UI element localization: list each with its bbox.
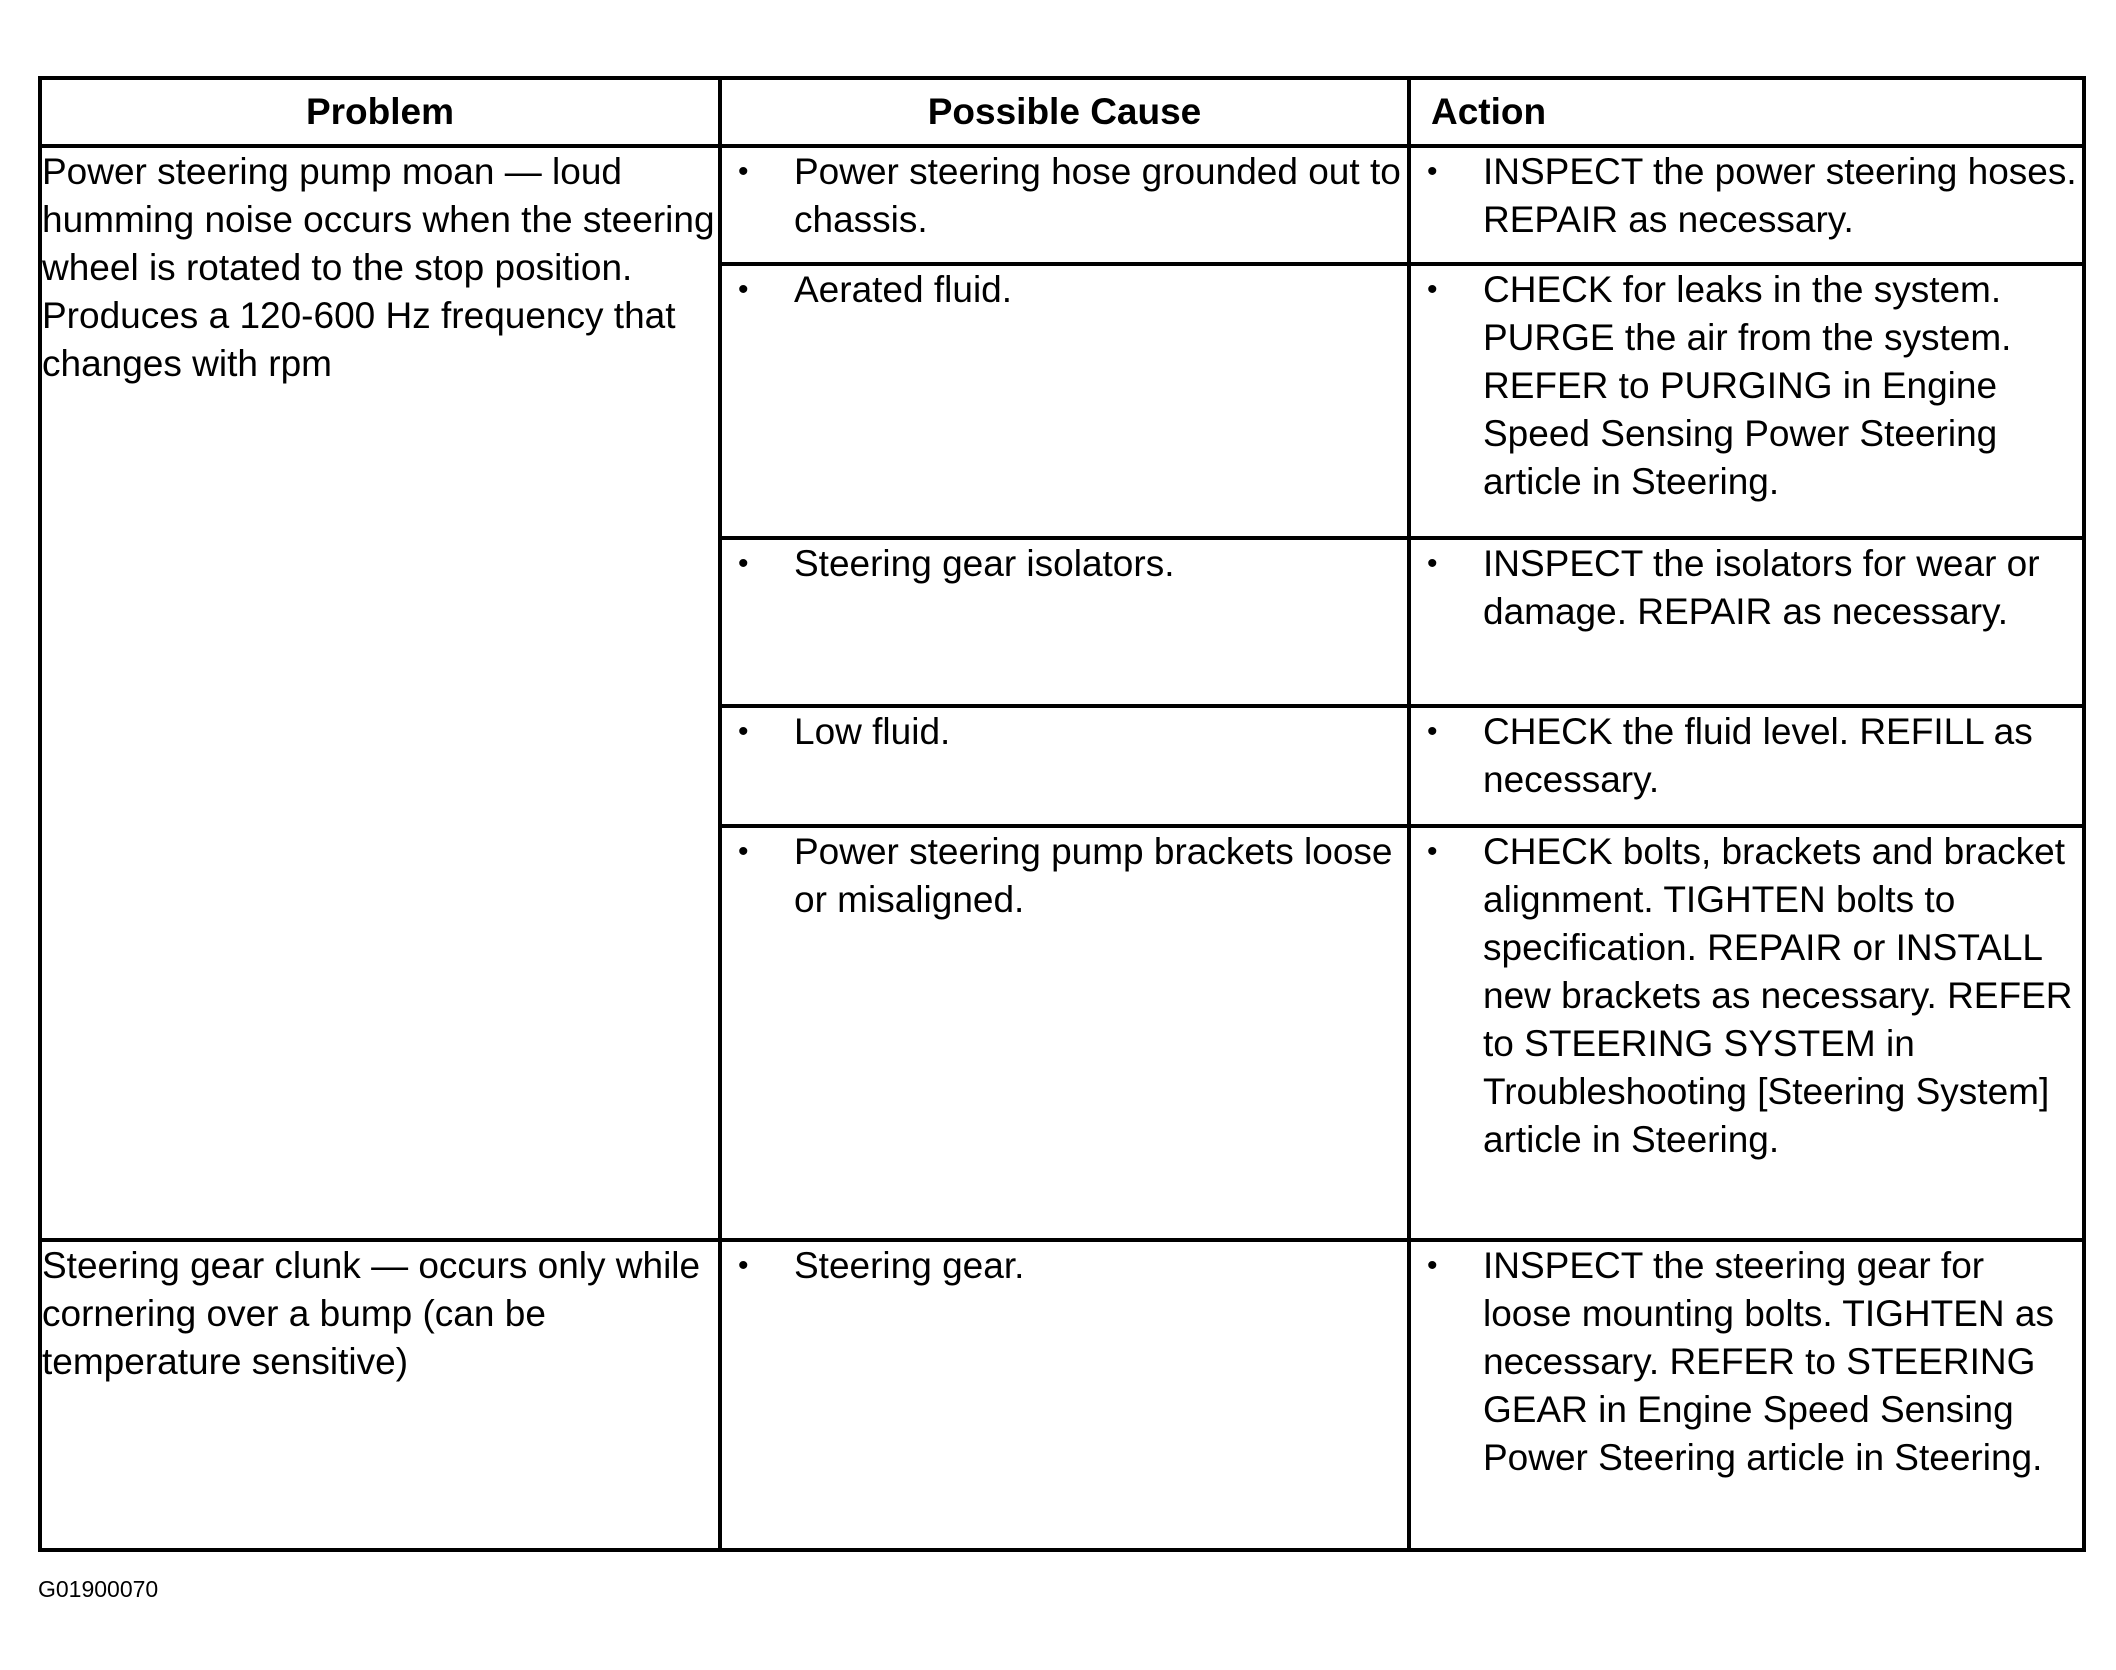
action-text: CHECK for leaks in the system. PURGE the air from the system. REFER to PURGING in Engine Speed Sensing Power Steering article in Steering.	[1483, 269, 2012, 502]
bullet-icon: •	[738, 1249, 749, 1282]
bullet-icon: •	[738, 715, 749, 748]
cause-text: Steering gear isolators.	[794, 543, 1175, 584]
problem-cell: Power steering pump moan — loud humming noise occurs when the steering wheel is rotated to the stop position. Produces a 120-600 Hz frequency that changes with rpm	[40, 146, 720, 1240]
bullet-icon: •	[738, 835, 749, 868]
table-row	[40, 146, 2084, 264]
problem-cell: Steering gear clunk — occurs only while cornering over a bump (can be temperature sensitive)	[40, 1240, 720, 1550]
action-text: INSPECT the steering gear for loose mounting bolts. TIGHTEN as necessary. REFER to STEERING GEAR in Engine Speed Sensing Power Steering article in Steering.	[1483, 1245, 2055, 1478]
action-cell	[1409, 264, 2084, 538]
table-row	[40, 1240, 2084, 1550]
action-item	[1411, 540, 2082, 636]
cause-item	[722, 828, 1407, 924]
bullet-icon: •	[1427, 835, 1438, 868]
action-item	[1411, 266, 2082, 506]
bullet-icon: •	[1427, 547, 1438, 580]
action-item	[1411, 1242, 2082, 1482]
action-text: CHECK the fluid level. REFILL as necessary.	[1483, 711, 2033, 800]
cause-item	[722, 708, 1407, 756]
action-item	[1411, 708, 2082, 804]
figure-id: G01900070	[38, 1576, 159, 1602]
cause-item	[722, 540, 1407, 588]
diagnosis-table	[38, 76, 2086, 1552]
bullet-icon: •	[738, 155, 749, 188]
action-cell	[1409, 538, 2084, 706]
bullet-icon: •	[738, 273, 749, 306]
bullet-icon: •	[1427, 715, 1438, 748]
diagnosis-table-container	[38, 76, 2082, 1552]
cause-item	[722, 148, 1407, 244]
bullet-icon: •	[1427, 155, 1438, 188]
cause-text: Power steering hose grounded out to chassis.	[794, 151, 1401, 240]
table-header-row	[40, 78, 2084, 146]
bullet-icon: •	[1427, 1249, 1438, 1282]
cause-cell	[720, 826, 1409, 1240]
action-text: INSPECT the power steering hoses. REPAIR as necessary.	[1483, 151, 2077, 240]
header-possible-cause: Possible Cause	[720, 78, 1409, 146]
action-cell	[1409, 1240, 2084, 1550]
header-action: Action	[1409, 78, 2084, 146]
cause-cell	[720, 264, 1409, 538]
cause-item	[722, 266, 1407, 314]
bullet-icon: •	[1427, 273, 1438, 306]
action-cell	[1409, 706, 2084, 826]
action-item	[1411, 828, 2082, 1164]
cause-text: Aerated fluid.	[794, 269, 1013, 310]
bullet-icon: •	[738, 547, 749, 580]
cause-text: Power steering pump brackets loose or misaligned.	[794, 831, 1393, 920]
cause-cell	[720, 146, 1409, 264]
action-text: INSPECT the isolators for wear or damage. REPAIR as necessary.	[1483, 543, 2040, 632]
action-text: CHECK bolts, brackets and bracket alignment. TIGHTEN bolts to specification. REPAIR or INSTALL new brackets as necessary. REFER to STEERING SYSTEM in Troubleshooting [Steering System] article in Steering.	[1483, 831, 2073, 1160]
cause-cell	[720, 538, 1409, 706]
cause-item	[722, 1242, 1407, 1290]
cause-text: Steering gear.	[794, 1245, 1025, 1286]
action-cell	[1409, 146, 2084, 264]
cause-text: Low fluid.	[794, 711, 951, 752]
cause-cell	[720, 1240, 1409, 1550]
header-problem: Problem	[40, 78, 720, 146]
action-cell	[1409, 826, 2084, 1240]
cause-cell	[720, 706, 1409, 826]
action-item	[1411, 148, 2082, 244]
